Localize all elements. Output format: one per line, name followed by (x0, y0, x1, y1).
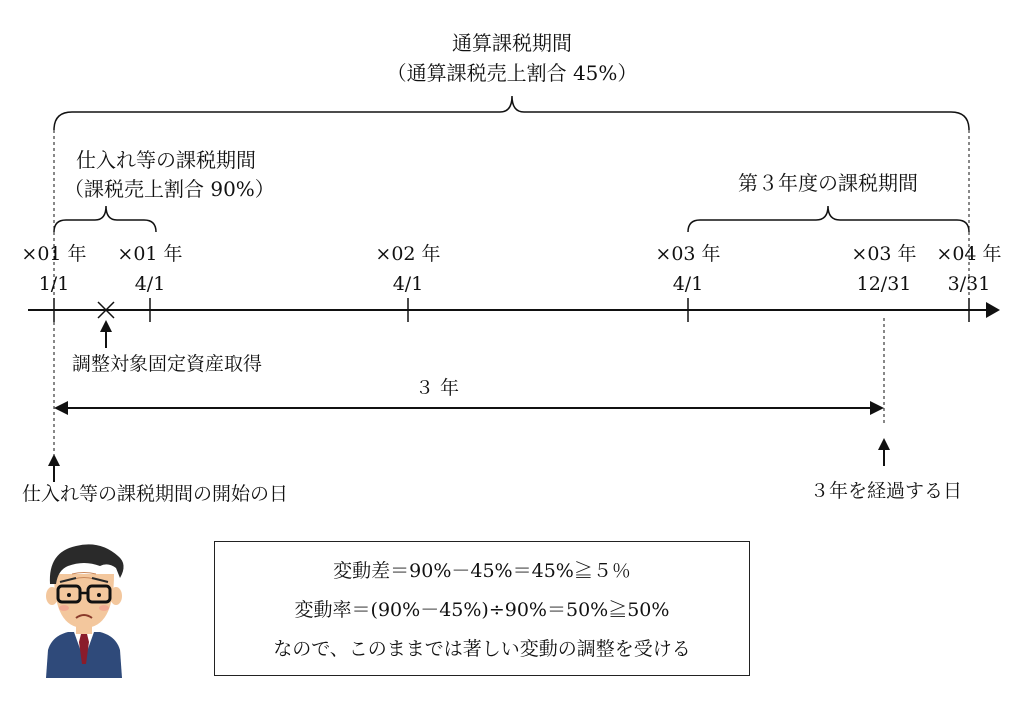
variance-difference-line: 変動差＝90%－45%＝45%≧５％ (333, 560, 631, 582)
up-arrow-icon (100, 320, 112, 332)
acquisition-marker (72, 302, 262, 375)
tick-date: 12/31 (856, 273, 912, 295)
timeline-arrowhead-icon (986, 302, 1000, 318)
tick-date: 4/1 (134, 273, 166, 295)
calculation-note-box (214, 541, 750, 676)
left-eye (67, 593, 71, 597)
left-blush (59, 605, 69, 611)
up-arrow-icon (48, 454, 60, 466)
right-brace-shape (688, 206, 969, 232)
variance-rate-line: 変動率＝(90%－45%)÷90%＝50%≧50% (294, 599, 670, 621)
top-brace-shape (54, 96, 969, 130)
conclusion-line: なので、このままでは著しい変動の調整を受ける (273, 638, 691, 660)
end-date-marker (810, 438, 962, 502)
tick-year: ×04 年 (936, 243, 1002, 265)
tick-date: 3/31 (947, 273, 991, 295)
right-arrow-icon (870, 401, 884, 415)
tick-year: ×02 年 (375, 243, 441, 265)
acquisition-label: 調整対象固定資産取得 (72, 353, 263, 375)
span-label: ３ 年 (414, 377, 460, 399)
tick-date: 1/1 (38, 273, 70, 295)
tick-year: ×01 年 (117, 243, 183, 265)
start-date-label: 仕入れ等の課税期間の開始の日 (22, 483, 289, 505)
left-arrow-icon (54, 401, 68, 415)
up-arrow-icon (878, 438, 890, 450)
top-brace-subtitle: （通算課税売上割合 45%） (386, 61, 638, 85)
tick-date: 4/1 (672, 273, 704, 295)
tick-year: ×03 年 (851, 243, 917, 265)
right-eye (97, 593, 101, 597)
tick-year: ×03 年 (655, 243, 721, 265)
top-brace-title: 通算課税期間 (452, 31, 572, 55)
tick-group-5 (851, 243, 916, 295)
start-date-marker (22, 454, 288, 505)
left-brace-shape (54, 206, 156, 232)
right-blush (99, 605, 109, 611)
left-brace-title: 仕入れ等の課税期間 (76, 148, 256, 172)
end-date-label: ３年を経過する日 (809, 480, 963, 502)
three-year-span (54, 377, 884, 415)
right-brace-title: 第３年度の課税期間 (738, 171, 918, 195)
left-brace (54, 148, 275, 232)
worried-businessman-icon (38, 538, 130, 678)
right-brace (688, 171, 969, 232)
top-brace (54, 31, 969, 130)
tick-year: ×01 年 (21, 243, 87, 265)
tick-date: 4/1 (392, 273, 424, 295)
left-brace-subtitle: （課税売上割合 90%） (64, 177, 275, 201)
